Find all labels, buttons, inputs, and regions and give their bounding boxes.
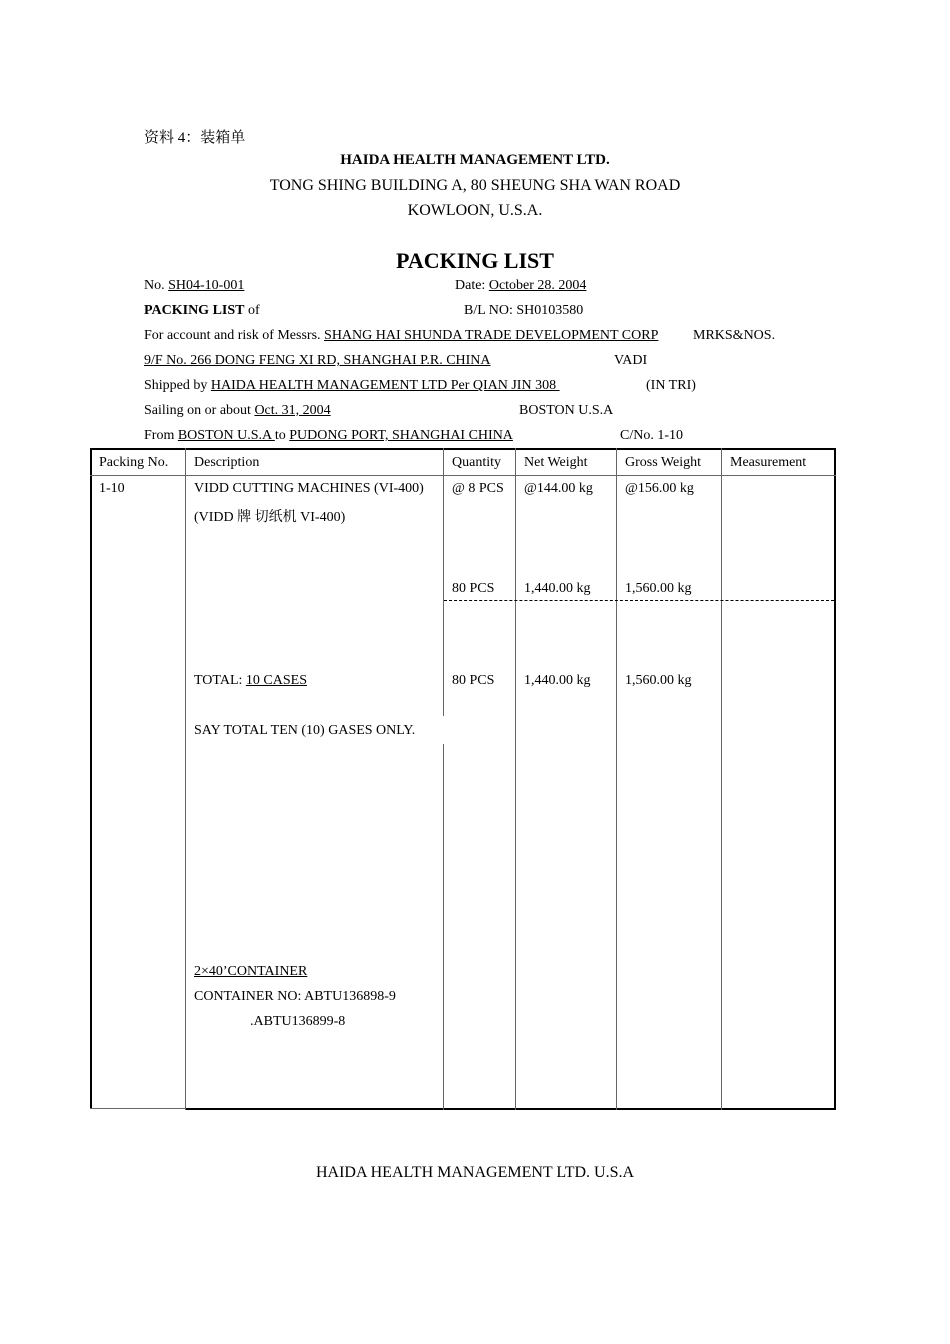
- shipped-value: HAIDA HEALTH MANAGEMENT LTD Per QIAN JIN 308: [210, 378, 560, 393]
- doc-date: [455, 278, 586, 294]
- route-line: [144, 428, 513, 444]
- col-divider-1: [185, 448, 186, 1110]
- mark-line-1: VADI: [614, 353, 648, 368]
- table-border-right: [834, 448, 836, 1110]
- table-border-bottom-left: [90, 1108, 186, 1109]
- account-label: For account and risk of Messrs.: [144, 328, 321, 343]
- col-divider-3: [515, 448, 516, 1110]
- container-number-2: .ABTU136899-8: [250, 1014, 346, 1029]
- company-name: HAIDA HEALTH MANAGEMENT LTD.: [340, 152, 610, 168]
- mark-line-2: (IN TRI): [646, 378, 696, 393]
- packing-list-of-word: of: [247, 303, 260, 318]
- table-border-left: [90, 448, 92, 1109]
- account-line: [144, 328, 658, 344]
- description-line-2: (VIDD 牌 切纸机 VI-400): [194, 510, 346, 525]
- say-total: SAY TOTAL TEN (10) GASES ONLY.: [194, 723, 416, 738]
- total-value: 10 CASES: [245, 673, 307, 688]
- total-gross-weight: 1,560.00 kg: [625, 673, 692, 688]
- sailing-label: Sailing on or about: [144, 403, 251, 418]
- footer-signature: HAIDA HEALTH MANAGEMENT LTD. U.S.A: [315, 1164, 635, 1181]
- shipped-label: Shipped by: [144, 378, 208, 393]
- subtotal-dashed-line: [444, 600, 834, 601]
- doc-number-value: SH04-10-001: [168, 278, 245, 293]
- container-size: 2×40’CONTAINER: [194, 964, 308, 979]
- col-divider-5: [721, 448, 722, 1110]
- company-address-2: KOWLOON, U.S.A.: [407, 202, 543, 219]
- from-label: From: [144, 428, 175, 443]
- company-address-1: TONG SHING BUILDING A, 80 SHEUNG SHA WAN ROAD: [269, 177, 681, 194]
- to-label: to: [274, 428, 286, 443]
- bl-number: B/L NO: SH0103580: [464, 303, 584, 318]
- total-label: TOTAL:: [194, 673, 243, 688]
- container-number-1: CONTAINER NO: ABTU136898-9: [194, 989, 396, 1004]
- marks-label: MRKS&NOS.: [693, 328, 776, 343]
- total-quantity: 80 PCS: [452, 673, 495, 688]
- doc-number-label: No.: [144, 278, 165, 293]
- mark-line-4: C/No. 1-10: [620, 428, 683, 443]
- header-gross-weight: Gross Weight: [625, 455, 702, 470]
- packing-table: [90, 448, 836, 1110]
- packing-no: 1-10: [99, 481, 125, 496]
- unit-net-weight: @144.00 kg: [524, 481, 593, 496]
- header-measurement: Measurement: [730, 455, 807, 470]
- shipped-line: [144, 378, 560, 394]
- mark-line-3: BOSTON U.S.A: [519, 403, 614, 418]
- header-divider: [90, 475, 836, 476]
- subtotal-quantity: 80 PCS: [452, 581, 495, 596]
- col-divider-4: [616, 448, 617, 1110]
- table-border-top: [90, 448, 836, 450]
- header-packing-no: Packing No.: [99, 455, 169, 470]
- account-value: SHANG HAI SHUNDA TRADE DEVELOPMENT CORP: [324, 328, 659, 343]
- doc-number: [144, 278, 244, 294]
- header-quantity: Quantity: [452, 455, 501, 470]
- packing-list-label: PACKING LIST: [144, 303, 245, 318]
- header-net-weight: Net Weight: [524, 455, 588, 470]
- total-net-weight: 1,440.00 kg: [524, 673, 591, 688]
- sailing-value: Oct. 31, 2004: [254, 403, 331, 418]
- header-description: Description: [194, 455, 260, 470]
- unit-quantity: @ 8 PCS: [452, 481, 504, 496]
- subtotal-gross-weight: 1,560.00 kg: [625, 581, 692, 596]
- total-line: [194, 673, 307, 689]
- to-value: PUDONG PORT, SHANGHAI CHINA: [289, 428, 513, 443]
- packing-list-of: [144, 303, 260, 319]
- col-divider-2b: [443, 744, 444, 1110]
- table-border-bottom: [185, 1108, 836, 1110]
- doc-label: 资料 4：装箱单: [144, 130, 246, 146]
- account-address: 9/F No. 266 DONG FENG XI RD, SHANGHAI P.R. CHINA: [144, 353, 491, 368]
- description-line-1: VIDD CUTTING MACHINES (VI-400): [194, 481, 424, 496]
- sailing-line: [144, 403, 331, 419]
- from-value: BOSTON U.S.A: [177, 428, 275, 443]
- unit-gross-weight: @156.00 kg: [625, 481, 694, 496]
- subtotal-net-weight: 1,440.00 kg: [524, 581, 591, 596]
- col-divider-2a: [443, 448, 444, 716]
- doc-date-value: October 28. 2004: [488, 278, 587, 293]
- doc-date-label: Date:: [455, 278, 486, 293]
- page-title: PACKING LIST: [396, 248, 554, 273]
